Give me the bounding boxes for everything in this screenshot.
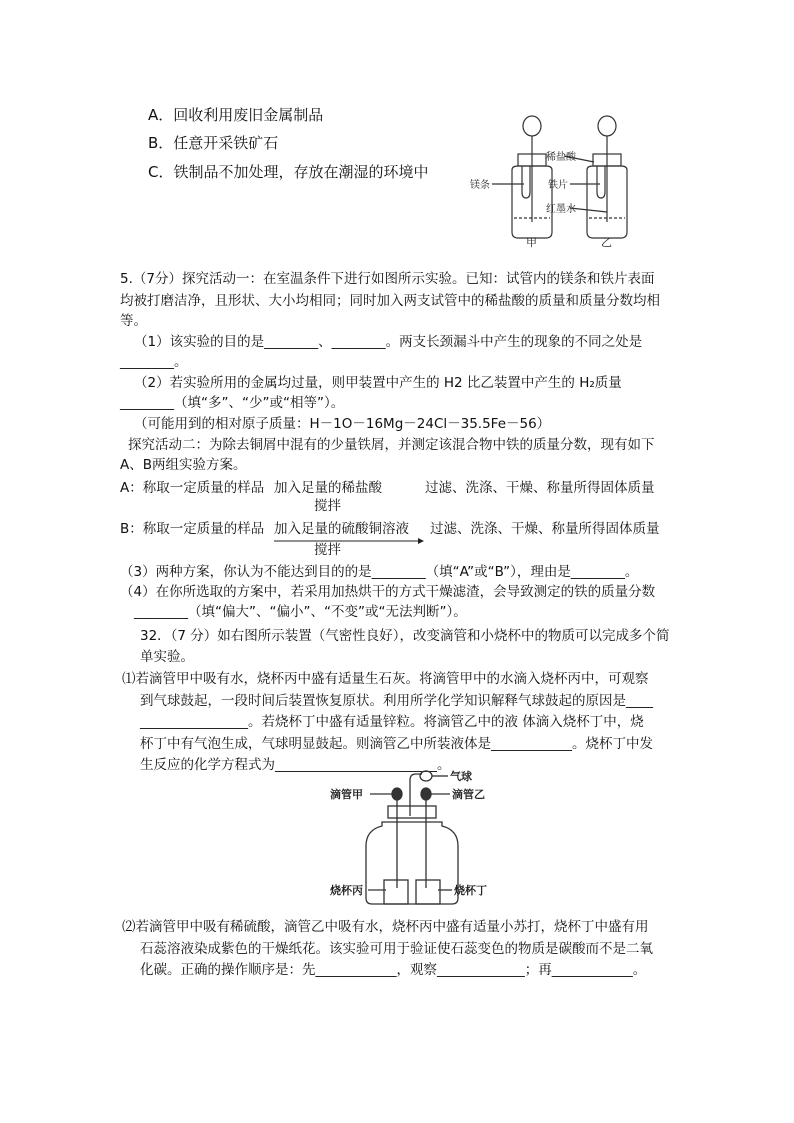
option-c: C．铁制品不加处理，存放在潮湿的环境中 [148, 163, 429, 181]
q5-line-2: 均被打磨洁净，且形状、大小均相同；同时加入两支试管中的稀盐酸的质量和质量分数均相 [120, 293, 660, 309]
label-yi: 乙 [601, 236, 612, 248]
q5-part4-line1: （4）在你所选取的方案中，若采用加热烘干的方式干燥滤渣，会导致测定的铁的质量分数 [120, 584, 656, 600]
q32-line-2: 单实验。 [140, 649, 194, 665]
plan-b-stir: 搅拌 [314, 542, 341, 558]
q5-part4-line2: ________（填“偏大”、“偏小”、“不变”或“无法判断”）。 [134, 604, 467, 620]
option-b: B．任意开采铁矿石 [148, 134, 279, 152]
q32-part1-line3: ________________。若烧杯丁中盛有适量锌粒。将滴管乙中的液 体滴入烧杯丁中，烧 [140, 714, 644, 730]
q32-part1-line4: 杯丁中有气泡生成，气球明显鼓起。则滴管乙中所装液体是____________。烧杯丁中发 [140, 736, 653, 752]
label-beaker-bing: 烧杯丙 [330, 884, 363, 897]
plan-a-stir: 搅拌 [314, 498, 341, 514]
plan-b-reagent: 加入足量的硫酸铜溶液 [274, 521, 409, 537]
q5-line-5: ________。 [120, 354, 188, 370]
plan-b-rest: 过滤、洗涤、干燥、称量所得固体质量 [430, 521, 660, 537]
plan-a-label: A：称取一定质量的样品 [120, 480, 265, 496]
plan-a-rest: 过滤、洗涤、干燥、称量所得固体质量 [425, 480, 655, 496]
q5-line-10: A、B两组实验方案。 [120, 457, 247, 473]
q5-line-7: ________（填“多”、“少”或“相等”）。 [120, 395, 345, 411]
label-beaker-ding: 烧杯丁 [454, 884, 487, 897]
label-dropper-yi: 滴管乙 [452, 788, 485, 801]
q32-part2-line2: 石蕊溶液染成紫色的干燥纸花。该实验可用于验证使石蕊变色的物质是碳酸而不是二氧 [140, 941, 653, 957]
label-jia: 甲 [526, 236, 537, 248]
q5-line-6: （2）若实验所用的金属均过量，则甲装置中产生的 H2 比乙装置中产生的 H₂质量 [134, 375, 622, 391]
plan-b-label: B：称取一定质量的样品 [120, 521, 265, 537]
q32-part1-line1: ⑴若滴管甲中吸有水，烧杯丙中盛有适量生石灰。将滴管甲中的水滴入烧杯丙中，可观察 [122, 671, 649, 687]
label-dropper-jia: 滴管甲 [330, 788, 363, 801]
q32-line-1: 32．（7 分）如右图所示装置（气密性良好），改变滴管和小烧杯中的物质可以完成多个简 [140, 628, 670, 644]
label-red-ink: 红墨水 [546, 204, 576, 215]
q32-part1-line2: 到气球鼓起，一段时间后装置恢复原状。利用所学化学知识解释气球鼓起的原因是____ [140, 693, 653, 709]
q32-part2-line1: ⑵若滴管甲中吸有稀硫酸，滴管乙中吸有水，烧杯丙中盛有适量小苏打，烧杯丁中盛有用 [122, 919, 649, 935]
plan-a-reagent: 加入足量的稀盐酸 [274, 480, 382, 496]
label-dilute-acid: 稀盐酸 [546, 152, 576, 163]
label-fe-sheet: 铁片 [548, 180, 568, 191]
q4-apparatus-figure [452, 112, 652, 248]
label-balloon: 气球 [450, 770, 472, 783]
label-mg-strip: 镁条 [470, 180, 490, 191]
q5-line-4: （1）该实验的目的是________、________。两支长颈漏斗中产生的现象的不同之处是 [134, 334, 643, 350]
q32-part1-line5: 生反应的化学方程式为________________________。 [140, 757, 451, 773]
plan-b-arrow [274, 537, 424, 545]
q5-line-1: 5.（7分）探究活动一：在室温条件下进行如图所示实验。已知：试管内的镁条和铁片表面 [120, 271, 655, 287]
q5-line-9: 探究活动二：为除去铜屑中混有的少量铁屑，并测定该混合物中铁的质量分数，现有如下 [128, 437, 655, 453]
q5-line-3: 等。 [120, 313, 147, 329]
q5-part3: （3）两种方案，你认为不能达到目的的是________（填“A”或“B”），理由是________。 [120, 564, 639, 580]
q5-line-8: （可能用到的相对原子质量：H－1O－16Mg－24Cl－35.5Fe－56） [134, 416, 551, 432]
option-a: A．回收利用废旧金属制品 [148, 106, 324, 124]
q32-part2-line3: 化碳。正确的操作顺序是：先____________，观察_____________；再____________。 [140, 962, 647, 978]
q32-apparatus-figure [330, 768, 500, 908]
